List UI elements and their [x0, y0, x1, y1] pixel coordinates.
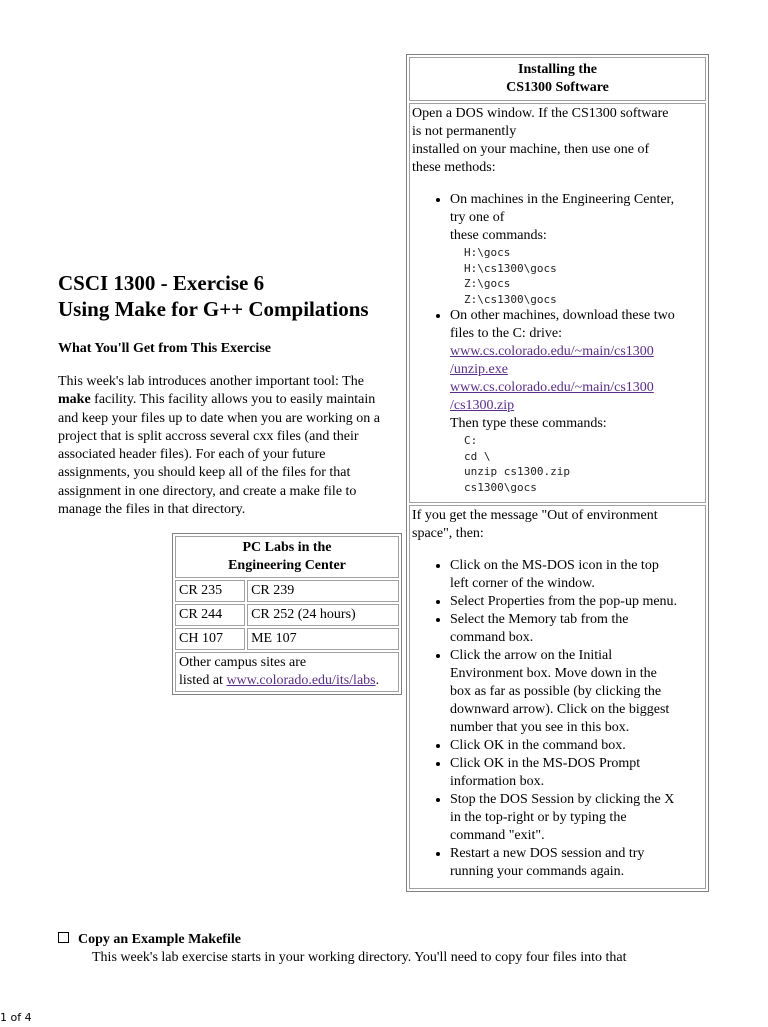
intro-paragraph: [58, 373, 398, 519]
labs-table: [172, 533, 402, 695]
step-line: • Select the Memory tab from the: [450, 612, 629, 627]
env-intro-line: space", then:: [412, 526, 484, 541]
install-intro: [412, 105, 703, 177]
title-line: CSCI 1300 - Exercise 6: [58, 271, 265, 295]
list-item: [450, 647, 703, 737]
list-item: [450, 191, 703, 307]
list-item: [450, 307, 703, 495]
command-line: H:\gocs: [464, 246, 511, 259]
checkbox-icon[interactable]: [58, 932, 69, 943]
method-line: these commands:: [450, 228, 547, 243]
step-line: left corner of the window.: [450, 576, 595, 591]
step-text: This week's lab exercise starts in your working directory. You'll need to copy four files into that: [92, 950, 627, 965]
step-copy-makefile: [58, 931, 241, 949]
table-row: [175, 604, 399, 626]
other-sites-text: .: [375, 673, 380, 688]
table-row: [175, 652, 399, 692]
cs1300-zip-download-link[interactable]: [450, 379, 703, 415]
command-line: cs1300\gocs: [464, 480, 537, 494]
command-line: Z:\cs1300\gocs: [464, 292, 557, 306]
step-line: command "exit".: [450, 828, 545, 843]
table-cell: CH 107: [175, 628, 245, 650]
link-line: /cs1300.zip: [450, 398, 515, 413]
table-cell: CR 244: [175, 604, 245, 626]
labs-header-line: Engineering Center: [228, 558, 346, 573]
step-line: Environment box. Move down in the: [450, 666, 657, 681]
make-keyword: make: [58, 392, 91, 408]
step-line: command box.: [450, 630, 534, 645]
link-line: www.cs.colorado.edu/~main/cs1300: [450, 380, 654, 395]
other-sites-text: listed at: [179, 673, 227, 688]
command-line: C:: [464, 434, 478, 447]
labs-header-line: PC Labs in the: [242, 540, 332, 555]
step-line: in the top-right or by typing the: [450, 810, 627, 825]
table-row: [175, 580, 399, 602]
step-line: information box.: [450, 774, 545, 789]
step-line: box as far as possible (by clicking the: [450, 684, 662, 699]
install-instructions: [409, 103, 706, 503]
other-sites-text: Other campus sites are: [179, 655, 307, 670]
step-line: downward arrow). Click on the biggest: [450, 702, 670, 717]
install-box-header: [409, 57, 706, 101]
command-line: Z:\gocs: [464, 277, 511, 290]
install-intro-line: installed on your machine, then use one of: [412, 142, 650, 157]
step-line: • Click OK in the MS-DOS Prompt: [450, 756, 641, 771]
other-sites-cell: [175, 652, 399, 692]
step-line: • Click OK in the command box.: [450, 738, 626, 753]
step-line: • Click on the MS-DOS icon in the top: [450, 558, 659, 573]
link-line: /unzip.exe: [450, 362, 508, 377]
page-title: [58, 270, 408, 322]
command-line: H:\cs1300\gocs: [464, 261, 557, 275]
step-line: number that you see in this box.: [450, 720, 630, 735]
install-intro-line: these methods:: [412, 160, 496, 175]
step-title: Copy an Example Makefile: [78, 932, 241, 947]
env-intro-line: If you get the message "Out of environment: [412, 508, 658, 523]
install-box: [406, 54, 709, 892]
page-number: 1 of 4: [0, 1011, 32, 1024]
table-cell: CR 239: [247, 580, 399, 602]
list-item: [450, 737, 703, 755]
method-line: files to the C: drive:: [450, 326, 562, 341]
unzip-download-link[interactable]: [450, 343, 703, 379]
intro-text: facility. This facility allows you to easily maintain and keep your files up to date when you are working on a project that is split accross several cxx files (and their associated header files). For each of your future assignments, you should keep all of the files for that assignment in one directory, and create a make file to manage the files in that directory.: [58, 392, 380, 518]
env-steps-list: [412, 557, 703, 881]
step-line: • Stop the DOS Session by clicking the X: [450, 792, 675, 807]
environment-instructions: [409, 505, 706, 889]
step-line: • Select Properties from the pop-up menu.: [450, 594, 678, 609]
command-line: cd \: [464, 449, 491, 463]
list-item: [450, 593, 703, 611]
then-text: Then type these commands:: [450, 416, 607, 431]
step-line: • Click the arrow on the Initial: [450, 648, 613, 663]
labs-table-header: [175, 536, 399, 578]
table-cell: CR 252 (24 hours): [247, 604, 399, 626]
command-block: [464, 433, 703, 495]
method-line: • On other machines, download these two: [450, 308, 675, 323]
install-intro-line: Open a DOS window. If the CS1300 software: [412, 106, 669, 121]
install-header-line: CS1300 Software: [506, 80, 609, 95]
section-heading: What You'll Get from This Exercise: [58, 341, 271, 356]
list-item: [450, 791, 703, 845]
intro-text: This week's lab introduces another important tool: The: [58, 374, 364, 389]
env-intro: [412, 507, 703, 543]
title-line: Using Make for G++ Compilations: [58, 297, 369, 321]
command-block: [464, 245, 703, 307]
install-intro-line: is not permanently: [412, 124, 517, 139]
step-line: running your commands again.: [450, 864, 625, 879]
install-methods-list: [412, 191, 703, 495]
list-item: [450, 557, 703, 593]
command-line: unzip cs1300.zip: [464, 465, 570, 478]
step-line: • Restart a new DOS session and try: [450, 846, 645, 861]
table-cell: CR 235: [175, 580, 245, 602]
list-item: [450, 611, 703, 647]
list-item: [450, 755, 703, 791]
method-line: • On machines in the Engineering Center,: [450, 192, 675, 207]
link-line: www.cs.colorado.edu/~main/cs1300: [450, 344, 654, 359]
table-cell: ME 107: [247, 628, 399, 650]
method-line: try one of: [450, 210, 505, 225]
table-row: [175, 628, 399, 650]
install-header-line: Installing the: [518, 62, 597, 77]
list-item: [450, 845, 703, 881]
labs-link[interactable]: www.colorado.edu/its/labs: [226, 673, 376, 688]
